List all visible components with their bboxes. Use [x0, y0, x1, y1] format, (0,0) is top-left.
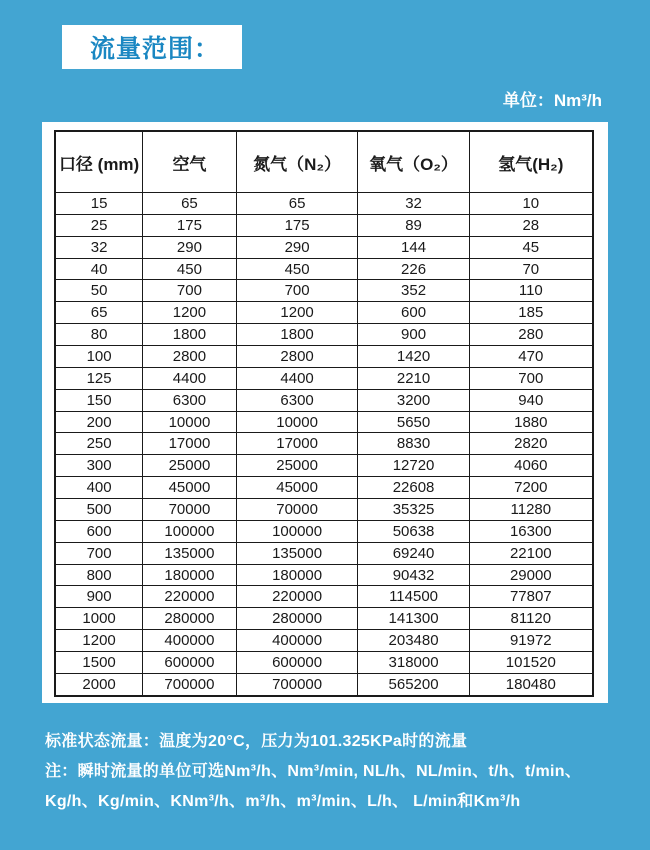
table-cell: 50 — [55, 280, 143, 302]
table-cell: 11280 — [469, 499, 593, 521]
table-cell: 290 — [236, 236, 358, 258]
table-row — [55, 433, 593, 455]
table-row — [55, 346, 593, 368]
table-cell: 4060 — [469, 455, 593, 477]
table-row — [55, 302, 593, 324]
table-cell: 50638 — [358, 520, 469, 542]
table-cell: 565200 — [358, 673, 469, 696]
table-cell: 352 — [358, 280, 469, 302]
table-body — [55, 193, 593, 697]
table-cell: 25 — [55, 214, 143, 236]
table-cell: 91972 — [469, 630, 593, 652]
table-cell: 175 — [143, 214, 237, 236]
column-header: 口径 (mm) — [55, 131, 143, 193]
table-cell: 203480 — [358, 630, 469, 652]
table-row — [55, 214, 593, 236]
table-cell: 1200 — [143, 302, 237, 324]
table-header — [55, 131, 593, 193]
table-cell: 400000 — [236, 630, 358, 652]
table-cell: 150 — [55, 389, 143, 411]
table-cell: 1200 — [236, 302, 358, 324]
table-cell: 35325 — [358, 499, 469, 521]
table-cell: 89 — [358, 214, 469, 236]
column-header: 氢气(H₂) — [469, 131, 593, 193]
table-cell: 135000 — [236, 542, 358, 564]
table-cell: 700000 — [236, 673, 358, 696]
table-cell: 32 — [358, 193, 469, 215]
unit-label: 单位：Nm³/h — [502, 91, 602, 110]
table-cell: 400 — [55, 477, 143, 499]
table-cell: 600 — [55, 520, 143, 542]
table-row — [55, 324, 593, 346]
table-cell: 600000 — [236, 652, 358, 674]
table-cell: 70000 — [143, 499, 237, 521]
table-cell: 400000 — [143, 630, 237, 652]
table-row — [55, 499, 593, 521]
table-cell: 144 — [358, 236, 469, 258]
table-cell: 45 — [469, 236, 593, 258]
table-cell: 25000 — [143, 455, 237, 477]
table-cell: 22608 — [358, 477, 469, 499]
table-cell: 226 — [358, 258, 469, 280]
table-cell: 1500 — [55, 652, 143, 674]
table-cell: 16300 — [469, 520, 593, 542]
table-cell: 10000 — [143, 411, 237, 433]
table-cell: 69240 — [358, 542, 469, 564]
table-cell: 4400 — [236, 367, 358, 389]
table-cell: 4400 — [143, 367, 237, 389]
table-cell: 40 — [55, 258, 143, 280]
table-row — [55, 477, 593, 499]
table-cell: 220000 — [143, 586, 237, 608]
table-cell: 450 — [143, 258, 237, 280]
table-cell: 100000 — [236, 520, 358, 542]
table-row — [55, 455, 593, 477]
flow-range-table — [54, 130, 594, 697]
flow-range-table-panel — [42, 122, 608, 703]
table-cell: 700 — [55, 542, 143, 564]
table-cell: 450 — [236, 258, 358, 280]
table-cell: 81120 — [469, 608, 593, 630]
table-row — [55, 280, 593, 302]
footnotes — [45, 731, 620, 821]
table-cell: 45000 — [143, 477, 237, 499]
table-cell: 135000 — [143, 542, 237, 564]
table-row — [55, 520, 593, 542]
table-cell: 10 — [469, 193, 593, 215]
unit-options-note-line1: 注：瞬时流量的单位可选Nm³/h、Nm³/min, NL/h、NL/min、t/h、t/min、 — [45, 763, 582, 780]
table-cell: 700 — [236, 280, 358, 302]
table-cell: 1800 — [236, 324, 358, 346]
table-cell: 2000 — [55, 673, 143, 696]
table-cell: 90432 — [358, 564, 469, 586]
table-cell: 100 — [55, 346, 143, 368]
table-cell: 1200 — [55, 630, 143, 652]
table-cell: 28 — [469, 214, 593, 236]
table-cell: 220000 — [236, 586, 358, 608]
table-cell: 1000 — [55, 608, 143, 630]
table-cell: 7200 — [469, 477, 593, 499]
table-cell: 2820 — [469, 433, 593, 455]
column-header: 氮气（N₂） — [236, 131, 358, 193]
table-cell: 185 — [469, 302, 593, 324]
table-cell: 5650 — [358, 411, 469, 433]
table-cell: 700000 — [143, 673, 237, 696]
table-cell: 70 — [469, 258, 593, 280]
table-cell: 200 — [55, 411, 143, 433]
table-cell: 6300 — [143, 389, 237, 411]
table-cell: 70000 — [236, 499, 358, 521]
table-cell: 101520 — [469, 652, 593, 674]
table-cell: 280000 — [143, 608, 237, 630]
table-cell: 250 — [55, 433, 143, 455]
column-header: 空气 — [143, 131, 237, 193]
table-row — [55, 564, 593, 586]
table-cell: 77807 — [469, 586, 593, 608]
table-cell: 175 — [236, 214, 358, 236]
table-cell: 1420 — [358, 346, 469, 368]
table-row — [55, 586, 593, 608]
title-badge — [62, 25, 242, 69]
table-cell: 1880 — [469, 411, 593, 433]
table-cell: 280000 — [236, 608, 358, 630]
table-cell: 32 — [55, 236, 143, 258]
table-cell: 8830 — [358, 433, 469, 455]
standard-condition-note: 标准状态流量：温度为20°C，压力为101.325KPa时的流量 — [45, 733, 468, 750]
table-cell: 800 — [55, 564, 143, 586]
table-cell: 700 — [469, 367, 593, 389]
table-cell: 600000 — [143, 652, 237, 674]
table-cell: 25000 — [236, 455, 358, 477]
table-cell: 470 — [469, 346, 593, 368]
table-cell: 17000 — [143, 433, 237, 455]
table-cell: 940 — [469, 389, 593, 411]
table-cell: 900 — [55, 586, 143, 608]
table-cell: 180480 — [469, 673, 593, 696]
table-cell: 3200 — [358, 389, 469, 411]
table-cell: 2210 — [358, 367, 469, 389]
table-cell: 2800 — [236, 346, 358, 368]
table-cell: 65 — [55, 302, 143, 324]
table-cell: 100000 — [143, 520, 237, 542]
table-row — [55, 673, 593, 696]
table-cell: 290 — [143, 236, 237, 258]
table-cell: 600 — [358, 302, 469, 324]
table-cell: 500 — [55, 499, 143, 521]
table-row — [55, 652, 593, 674]
unit-options-note-line2: Kg/h、Kg/min、KNm³/h、m³/h、m³/min、L/h、 L/min和Km³/h — [45, 793, 521, 810]
table-cell: 180000 — [143, 564, 237, 586]
table-cell: 1800 — [143, 324, 237, 346]
table-cell: 2800 — [143, 346, 237, 368]
table-row — [55, 258, 593, 280]
table-cell: 12720 — [358, 455, 469, 477]
table-header-row — [55, 131, 593, 193]
table-row — [55, 193, 593, 215]
table-row — [55, 389, 593, 411]
table-cell: 65 — [236, 193, 358, 215]
table-cell: 318000 — [358, 652, 469, 674]
table-cell: 280 — [469, 324, 593, 346]
table-row — [55, 236, 593, 258]
column-header: 氧气（O₂） — [358, 131, 469, 193]
table-row — [55, 608, 593, 630]
table-row — [55, 411, 593, 433]
table-cell: 900 — [358, 324, 469, 346]
table-row — [55, 630, 593, 652]
table-cell: 300 — [55, 455, 143, 477]
table-cell: 6300 — [236, 389, 358, 411]
table-cell: 29000 — [469, 564, 593, 586]
table-cell: 65 — [143, 193, 237, 215]
table-cell: 80 — [55, 324, 143, 346]
table-cell: 125 — [55, 367, 143, 389]
page-title: 流量范围： — [89, 35, 220, 63]
table-cell: 10000 — [236, 411, 358, 433]
table-cell: 17000 — [236, 433, 358, 455]
table-row — [55, 367, 593, 389]
table-cell: 110 — [469, 280, 593, 302]
table-cell: 22100 — [469, 542, 593, 564]
table-cell: 141300 — [358, 608, 469, 630]
table-cell: 45000 — [236, 477, 358, 499]
table-cell: 114500 — [358, 586, 469, 608]
table-cell: 180000 — [236, 564, 358, 586]
table-cell: 700 — [143, 280, 237, 302]
table-cell: 15 — [55, 193, 143, 215]
table-row — [55, 542, 593, 564]
